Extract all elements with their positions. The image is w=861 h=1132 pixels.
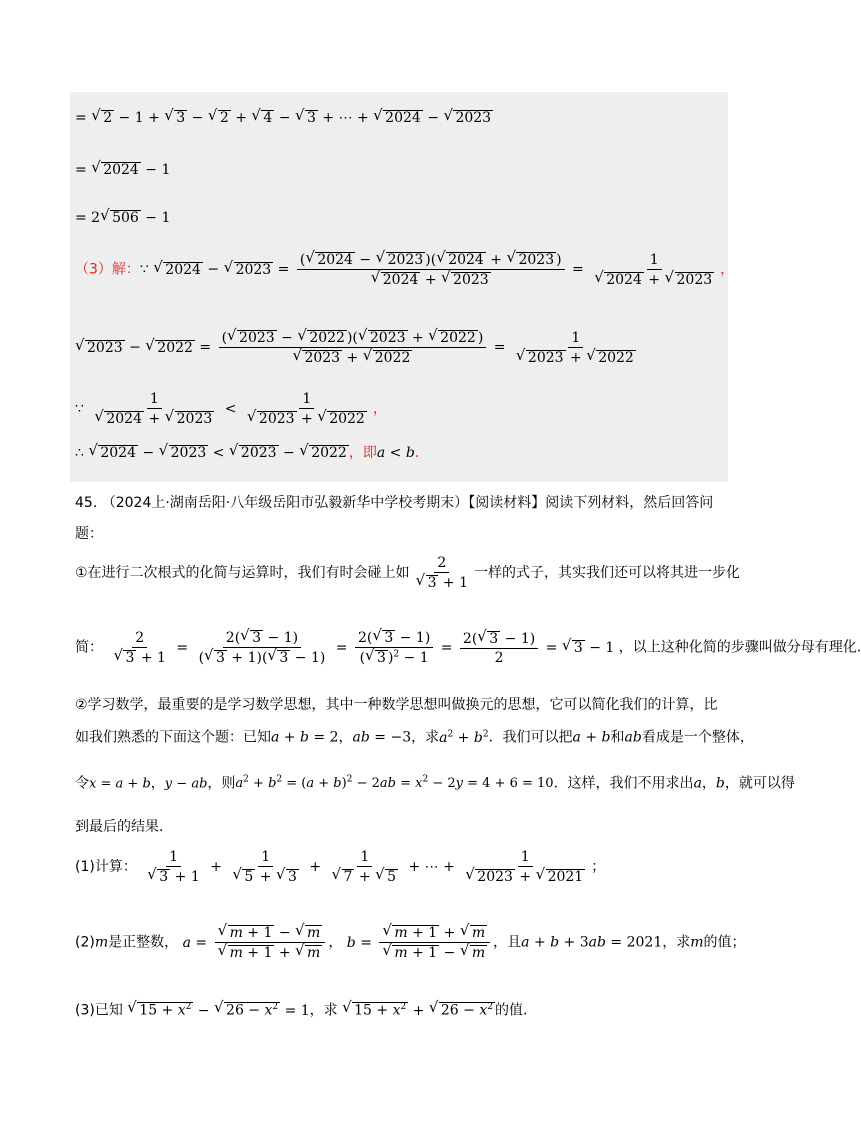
solution-line-1: = √ 2 − 1 + √ 3 − √ 2 + √ 4 − √ 3 + ⋯ + √ 2024 − √ 2023 (75, 110, 493, 125)
problem-45-header-cont (75, 527, 103, 541)
q2-text-b: ，且 (493, 934, 522, 951)
solution-compare-line: ∵ 1 √ 2024 + √ 2023 < 1 √ 2023 + √ 2022 ， (75, 392, 387, 426)
para1-line2: 简： 2 √ 3 + 1 = $\frac{2(√ 3 - 1)}{(√ 3 + 1)(√ 3 - 1)}$ = $\frac{2(√ 3 - 1)}{(√ 3 )^2 - 1}$ = $\frac{2(√ 3 - 1)}{2}$ = √ 3 − 1 ，以上这种化简的步骤叫做分母有理化. (75, 630, 861, 665)
para2-text-c3: ，则 (207, 775, 236, 792)
part3-label: （3）解： (75, 261, 140, 278)
therefore-text: ，即 (348, 445, 377, 461)
para2-text-b3: ，求 (411, 729, 440, 746)
question-3: (3)已知 √ $15 + x^2$ − √ $26 - x^2 = 1$，求 √ $15 + x^2$ + √ $26 - x^2$ 的值. (75, 1002, 527, 1018)
q3-text-a: ，求 (309, 1002, 338, 1019)
para1-text-c: 简： (75, 639, 103, 656)
para2-text-b4: ．我们可以把 (488, 729, 573, 746)
red-comma: ， (720, 261, 735, 278)
problem-source-cont: 题： (75, 526, 103, 542)
problem-45-header (75, 496, 713, 510)
para2-text-b6: 看成是一个整体， (641, 729, 754, 746)
para1-text-b: 一样的式子，其实我们还可以将其进一步化 (474, 565, 741, 581)
para1-text-a: ①在进行二次根式的化简与运算时，我们有时会碰上如 (75, 565, 410, 581)
solution-line-3: = 2√ 506 − 1 (75, 210, 170, 225)
solution-line-sqrt2023: √ 2023 − √ 2022 = (√ 2023 − √ 2022 )(√ 2023 + √ 2022 ) √ 2023 + √ 2022 = 1 √ 2023 + √ 2022 (75, 330, 642, 365)
solution-part3-line: （3）解：∵ √ 2024 − √ 2023 = (√ 2024 − √ 2023 )(√ 2024 + √ 2023 ) √ 2024 + √ 2023 = 1 √ 2024 + √ 2023 ， (75, 252, 734, 287)
q2-text-a: 是正整数， (108, 934, 179, 951)
red-period: . (414, 445, 420, 461)
q2-text-d: 的值； (703, 934, 746, 951)
question-2: (2)m是正整数， a = √ m + 1 − √ m √ m + 1 + √ m ， b = √ m + 1 + √ m √ m + 1 − √ m ，且a + b + 3ab = 2021，求m的值； (75, 925, 746, 960)
para2-text-b1: 如我们熟悉的下面这个题：已知 (75, 729, 271, 746)
question-1: (1)计算： 1 √ 3 + 1 + 1 √ 5 + √ 3 + 1 √ 7 + √ 5 + ⋯ + 1 √ 2023 + √ 2021 ； (75, 850, 605, 884)
solution-line-2: = √ 2024 − 1 (75, 162, 170, 177)
q3-label: (3)已知 (75, 1002, 123, 1019)
para2-text-d: 到最后的结果. (75, 819, 164, 835)
para1-line1: ①在进行二次根式的化简与运算时，我们有时会碰上如 2 √ 3 + 1 一样的式子，其实我们还可以将其进一步化 (75, 556, 740, 590)
problem-source: （2024上·湖南岳阳·八年级岳阳市弘毅新华中学校考期末）【阅读材料】阅读下列材料，然后回答问 (101, 495, 714, 511)
para2-text-c2: ， (150, 775, 165, 792)
para1-text-d: ，以上这种化简的步骤叫做分母有理化. (618, 639, 861, 656)
q2-label: (2) (75, 934, 95, 951)
q2-text-c: ，求 (662, 934, 691, 951)
para2-line4 (75, 820, 163, 834)
para2-text-c1: 令 (75, 775, 89, 792)
para2-text-b5: 和 (610, 729, 625, 746)
para2-text-b2: ， (338, 729, 353, 746)
because-symbol: ∵ (139, 261, 149, 278)
para2-text-c6: ，就可以得 (724, 775, 795, 792)
para2-line2: 如我们熟悉的下面这个题：已知a + b = 2，ab = −3，求$a^2 + b^2$．我们可以把a + b和ab看成是一个整体， (75, 729, 754, 746)
para2-text-a: ②学习数学，最重要的是学习数学思想，其中一种数学思想叫做换元的思想，它可以简化我们的计算，比 (75, 697, 718, 713)
para2-line3: 令x = a + b，y − ab，则$a^2 + b^2 = (a + b)^2 - 2ab = x^2 - 2y = 4 + 6 = 10$．这样，我们不用求出a，b，就可以得 (75, 775, 795, 792)
problem-number: 45. (75, 495, 98, 511)
para2-line1 (75, 698, 718, 712)
q3-text-b: 的值. (494, 1002, 528, 1019)
para2-text-c4: ．这样，我们不用求出 (553, 775, 694, 792)
para2-text-c5: ， (701, 775, 716, 792)
solution-therefore-line: ∴ √ 2024 − √ 2023 < √ 2023 − √ 2022 ，即a < b. (75, 445, 419, 460)
q1-label: (1)计算： (75, 859, 137, 875)
a-lt-b: a < b (376, 445, 415, 461)
